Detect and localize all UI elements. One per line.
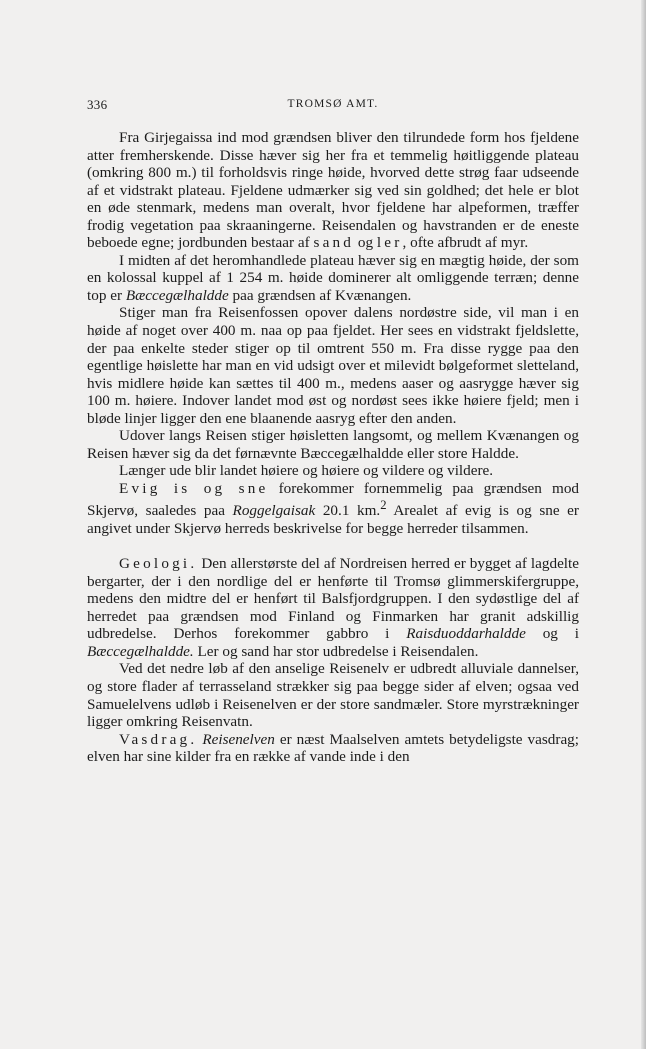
text-run: Ler og sand har stor udbredelse i Reisendalen.: [193, 642, 479, 660]
italic-term: Roggelgaisak: [232, 502, 316, 520]
spaced-term: sand: [313, 234, 355, 252]
spaced-term: Evig is og sne: [119, 479, 269, 497]
text-run: Ved det nedre løb af den anselige Reisenelv er udbredt alluviale dannelser, og store flader af terrasseland strækker sig paa begge sider af elven; ogsaa ved Samuelelvens udløb i Reisenelven er der store sandmæler. Store myrstrækninger ligger omkring Reisenvatn.: [87, 660, 579, 731]
page-edge-shadow: [641, 0, 646, 1049]
text-run: og: [354, 234, 377, 252]
italic-term: Reisenelven: [202, 730, 275, 748]
page-number: 336: [87, 97, 108, 112]
paragraph: [87, 252, 579, 305]
paragraph: [87, 555, 579, 660]
spaced-term: ler: [376, 234, 403, 252]
spaced-term: Vasdrag.: [119, 730, 198, 748]
superscript: 2: [380, 498, 387, 513]
running-title: TROMSØ AMT.: [287, 98, 379, 110]
text-run: Længer ude blir landet høiere og høiere og vildere og vildere.: [119, 462, 494, 480]
spaced-term: Geologi.: [119, 555, 198, 573]
paragraph: [87, 480, 579, 538]
paragraph: [87, 427, 579, 462]
text-run: 20.1 km.: [315, 502, 381, 520]
paragraph: [87, 660, 579, 730]
text-run: og i: [525, 625, 579, 643]
text-run: Stiger man fra Reisenfossen opover dalens nordøstre side, vil man i en høide af noget over 400 m. naa op paa fjeldet. Her sees en vidstrakt fjeldslette, der paa enkelte steder stiger op til omtrent 550 m. Fra disse rygge paa den egentlige høislette har man en vid udsigt over et milevidt bølgeformet sletteland, hvis midlere høide kan sættes til 400 m., medens aaser og aasrygge hæver sig 100 m. høiere. Indover landet mod øst og nordøst sees ikke høiere fjeld; men i bløde linjer ligger den ene blaanende aasryg efter den anden.: [87, 304, 579, 427]
text-run: forekommer fornemmelig paa grændsen mod Skjervø, saaledes paa: [87, 479, 580, 520]
body-text: [87, 129, 579, 766]
italic-term: Bæccegælhaldde: [125, 286, 229, 304]
text-run: Udover langs Reisen stiger høisletten langsomt, og mellem Kvænangen og Reisen hæver sig da det førnævnte Bæccegælhaldde eller store Haldde.: [87, 427, 579, 462]
text-run: er næst Maalselven amtets betydeligste vasdrag; elven har sine kilder fra en række af vande inde i den: [87, 730, 579, 766]
text-run: I midten af det heromhandlede plateau hæver sig en mægtig høide, der som en kolossal kuppel af 1 254 m. høide dominerer alt omliggende terræn; denne top er: [87, 251, 579, 304]
text-run: Arealet af evig is og sne er angivet under Skjervø herreds beskrivelse for begge herreder tilsammen.: [87, 502, 579, 538]
paragraph: [87, 129, 579, 252]
text-run: Fra Girjegaissa ind mod grændsen bliver den tilrundede form hos fjeldene atter fremherskende. Disse hæver sig her fra et temmelig høitliggende plateau (omkring 800 m.) til forholdsvis ringe høide, hvorved dette strøg faar udseende af et vidstrakt plateau. Fjeldene udmærker sig ved sin goldhed; det hele er blot en øde stenmark, medens man overalt, hvor fjeldene har alpeformen, træffer frodig vegetation paa skraaningerne. Reisendalen og havstranden er de eneste beboede egne; jordbunden bestaar af: [87, 129, 579, 252]
text-run: Den allerstørste del af Nordreisen herred er bygget af lagdelte bergarter, der i den nordlige del er henførte til Tromsø glimmerskifergruppe, medens den midtre del er henført til Balsfjordgruppen. I den sydøstlige del af herredet paa grændsen mod Finland og Finmarken har granit adskillig udbredelse. Derhos forekommer gabbro i: [87, 555, 579, 643]
paragraph: [87, 731, 579, 766]
text-run: paa grændsen af Kvænangen.: [228, 286, 412, 304]
paragraph: [87, 304, 579, 427]
paragraph: [87, 462, 579, 480]
italic-term: Raisduoddarhaldde: [406, 625, 526, 643]
page-header: [87, 97, 579, 113]
text-run: , ofte afbrudt af myr.: [402, 234, 529, 252]
italic-term: Bæccegælhaldde.: [87, 642, 194, 660]
